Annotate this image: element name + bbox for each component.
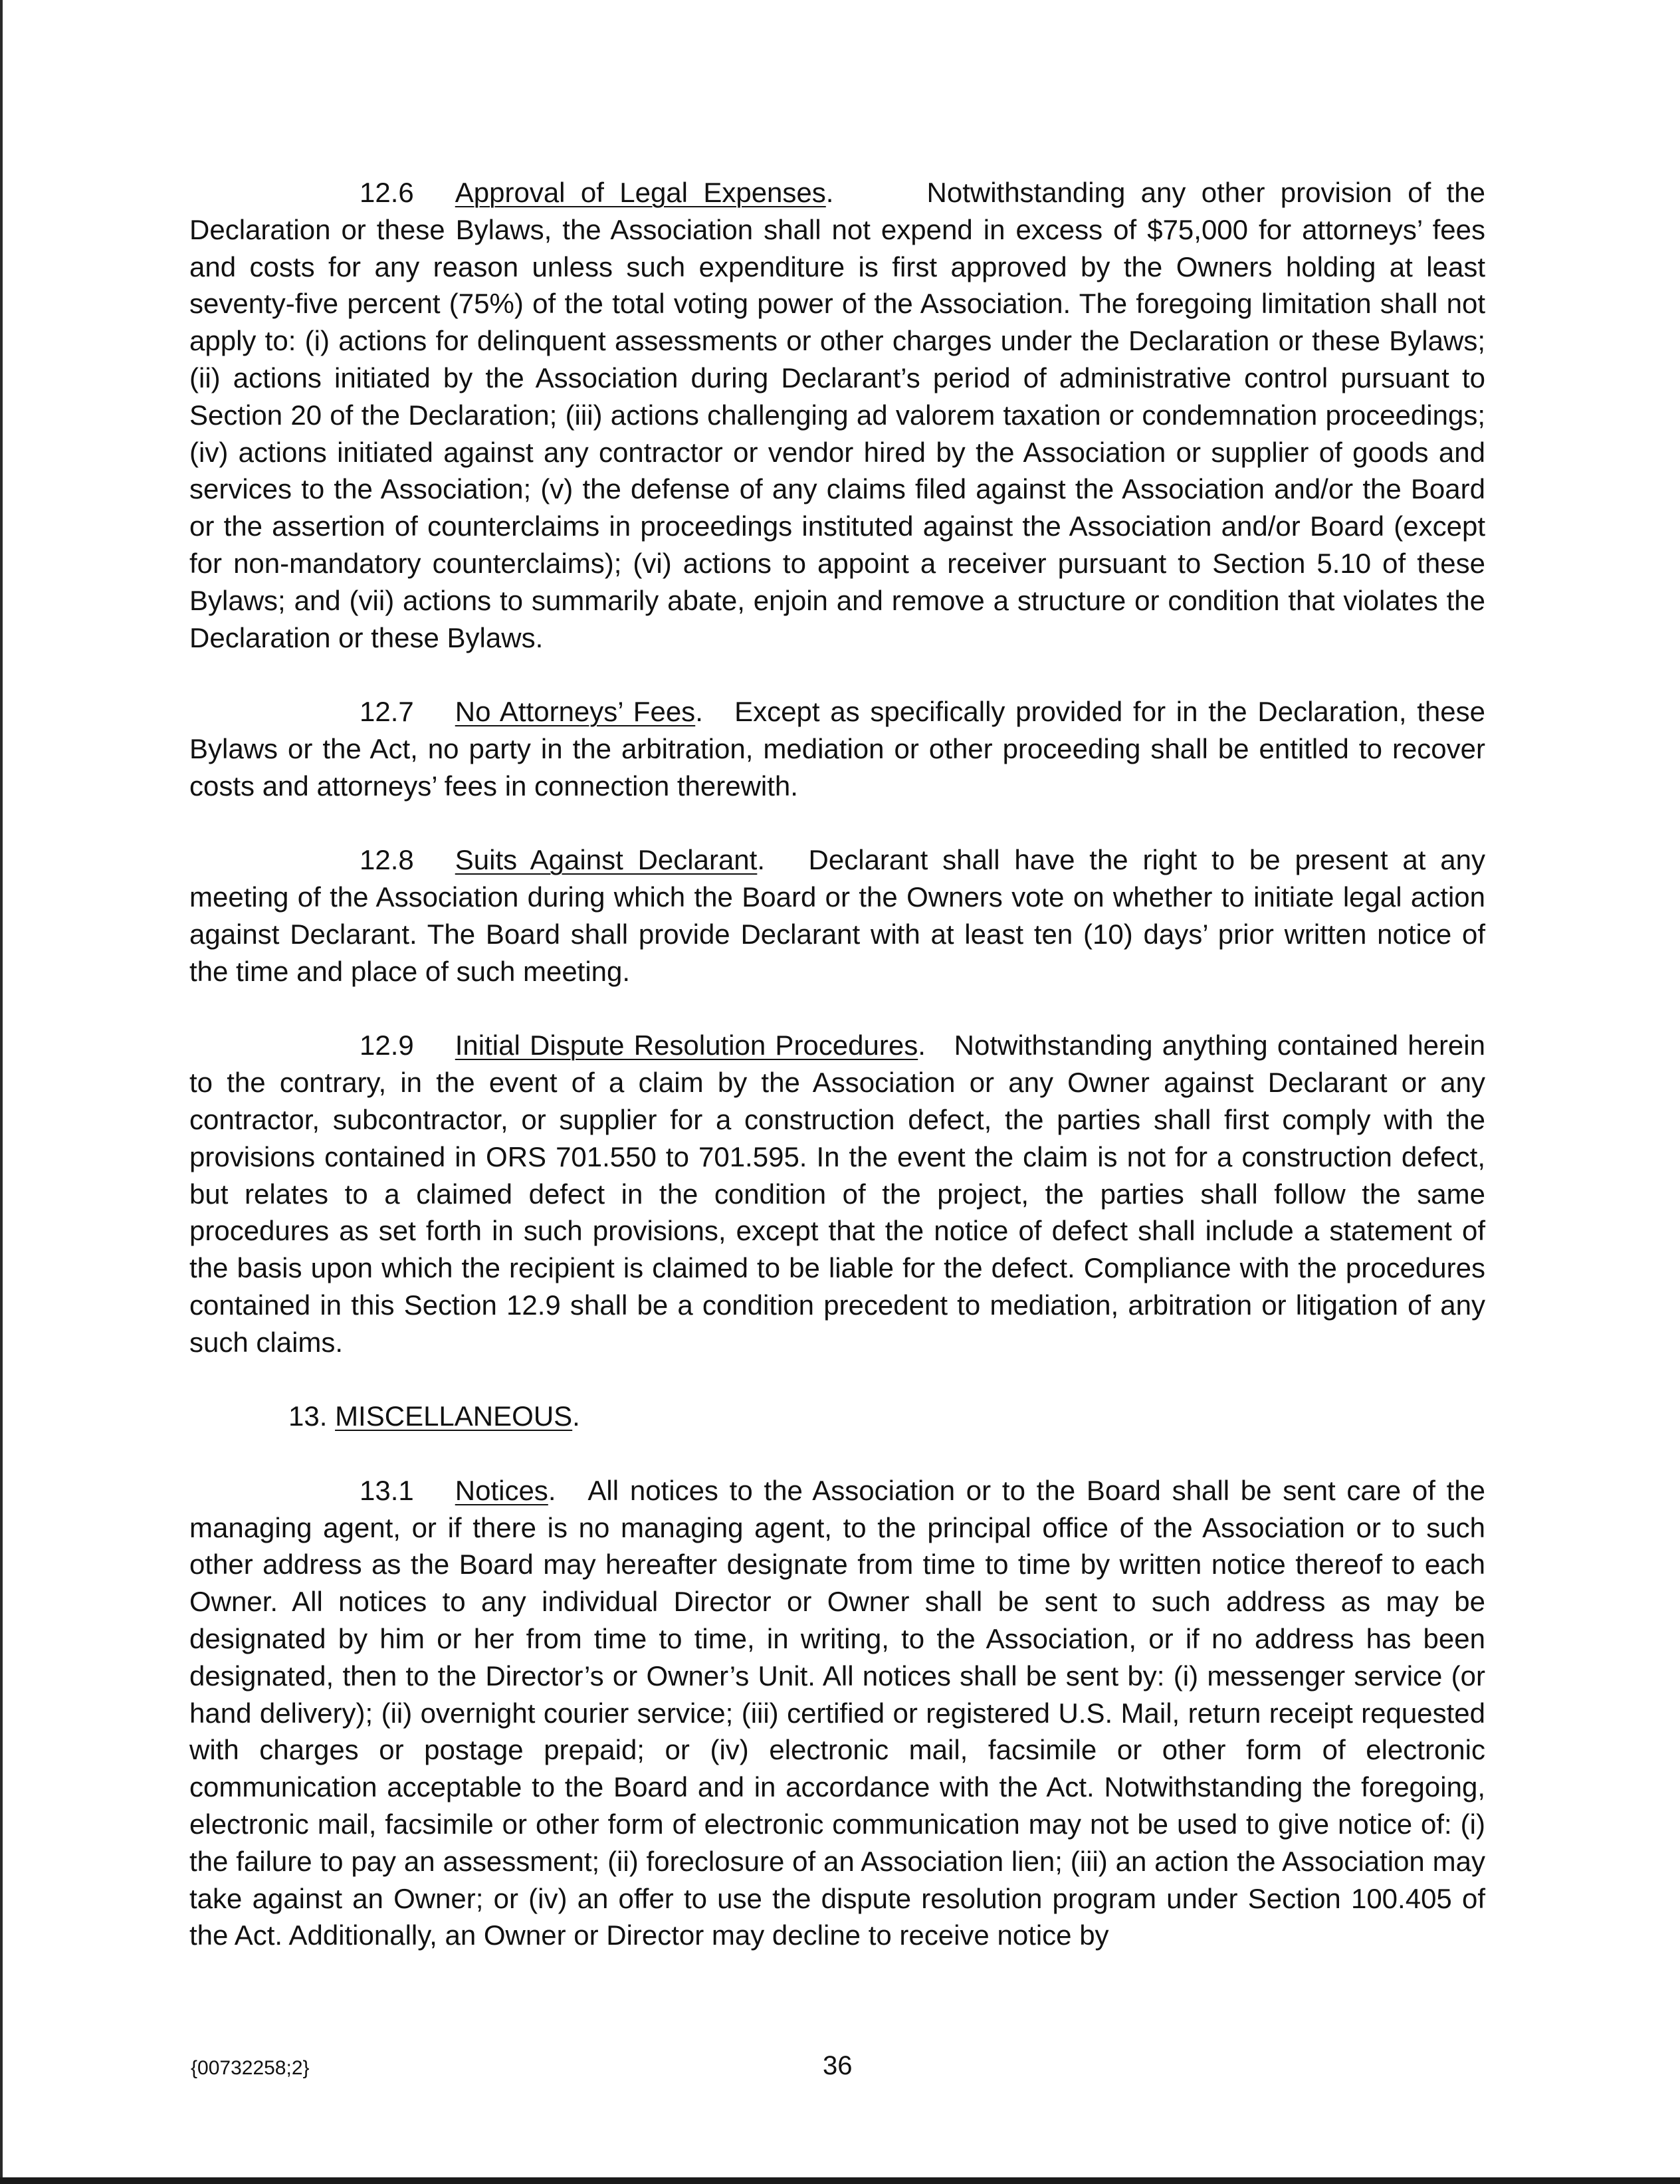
section-text: Except as specifically provided for in the Declaration, these Bylaws or the Act, no party in the arbitration, mediation or other proceeding shall be entitled to recover costs and attorneys’ fees in connection therewith. [189,696,1485,802]
article-13-heading: 13. MISCELLANEOUS. [288,1400,580,1432]
section-heading: Suits Against Declarant [455,844,758,876]
section-heading: Notices [455,1474,548,1506]
section-text: All notices to the Association or to the Board shall be sent care of the managing agent, or if there is no managing agent, to the principal office of the Association or to such other address as the Board may hereafter designate from time to time by written notice thereof to each Owner. All notices to any individual Director or Owner shall be sent to such address as may be designated by him or her from time to time, in writing, to the Association, or if no address has been designated, then to the Director’s or Owner’s Unit. All notices shall be sent by: (i) messenger service (or hand delivery); (ii) overnight courier service; (iii) certified or registered U.S. Mail, return receipt requested with charges or postage prepaid; or (iv) electronic mail, facsimile or other form of electronic communication acceptable to the Board and in accordance with the Act. Notwithstanding the foregoing, electronic mail, facsimile or other form of electronic communication may not be used to give notice of: (i) the failure to pay an assessment; (ii) foreclosure of an Association lien; (iii) an action the Association may take against an Owner; or (iv) an offer to use the dispute resolution program under Section 100.405 of the Act. Additionally, an Owner or Director may decline to receive notice by [189,1474,1486,1951]
section-number: 12.6 [360,177,414,208]
document-body [189,174,1485,1954]
scan-edge-bottom [0,2177,1680,2184]
section-12-8: 12.8 Suits Against Declarant. Declarant shall have the right to be present at any meeting of the Association during which the Board or the Owners vote on whether to initiate legal action against Declarant. The Board shall provide Declarant with at least ten (10) days’ prior written notice of the time and place of such meeting. [189,841,1485,990]
section-text: Declarant shall have the right to be present at any meeting of the Association during which the Board or the Owners vote on whether to initiate legal action against Declarant. The Board shall provide Declarant with at least ten (10) days’ prior written notice of the time and place of such meeting. [189,844,1485,987]
scan-edge-left [0,0,3,2184]
section-heading: Initial Dispute Resolution Procedures [455,1030,918,1061]
section-text: Notwithstanding anything contained herein to the contrary, in the event of a claim by the Association or any Owner against Declarant or any contractor, subcontractor, or supplier for a construction defect, the parties shall first comply with the provisions contained in ORS 701.550 to 701.595. In the event the claim is not for a construction defect, but relates to a claimed defect in the condition of the project, the parties shall follow the same procedures as set forth in such provisions, except that the notice of defect shall include a statement of the basis upon which the recipient is claimed to be liable for the defect. Compliance with the procedures contained in this Section 12.9 shall be a condition precedent to mediation, arbitration or litigation of any such claims. [189,1030,1485,1358]
section-number: 12.8 [360,844,414,876]
section-12-7: 12.7 No Attorneys’ Fees. Except as specifically provided for in the Declaration, these Bylaws or the Act, no party in the arbitration, mediation or other proceeding shall be entitled to recover costs and attorneys’ fees in connection therewith. [189,693,1485,804]
section-text: Notwithstanding any other provision of the Declaration or these Bylaws, the Association shall not expend in excess of $75,000 for attorneys’ fees and costs for any reason unless such expenditure is first approved by the Owners holding at least seventy-five percent (75%) of the total voting power of the Association. The foregoing limitation shall not apply to: (i) actions for delinquent assessments or other charges under the Declaration or these Bylaws; (ii) actions initiated by the Association during Declarant’s period of administrative control pursuant to Section 20 of the Declaration; (iii) actions challenging ad valorem taxation or condemnation proceedings; (iv) actions initiated against any contractor or vendor hired by the Association or supplier of goods and services to the Association; (v) the defense of any claims filed against the Association and/or the Board or the assertion of counterclaims in proceedings instituted against the Association and/or Board (except for non-mandatory counterclaims); (vi) actions to appoint a receiver pursuant to Section 5.10 of these Bylaws; and (vii) actions to summarily abate, enjoin and remove a structure or condition that violates the Declaration or these Bylaws. [189,177,1485,653]
section-13-1: 13.1 Notices. All notices to the Association or to the Board shall be sent care of the managing agent, or if there is no managing agent, to the principal office of the Association or to such other address as the Board may hereafter designate from time to time by written notice thereof to each Owner. All notices to any individual Director or Owner shall be sent to such address as may be designated by him or her from time to time, in writing, to the Association, or if no address has been designated, then to the Director’s or Owner’s Unit. All notices shall be sent by: (i) messenger service (or hand delivery); (ii) overnight courier service; (iii) certified or registered U.S. Mail, return receipt requested with charges or postage prepaid; or (iv) electronic mail, facsimile or other form of electronic communication acceptable to the Board and in accordance with the Act. Notwithstanding the foregoing, electronic mail, facsimile or other form of electronic communication may not be used to give notice of: (i) the failure to pay an assessment; (ii) foreclosure of an Association lien; (iii) an action the Association may take against an Owner; or (iv) an offer to use the dispute resolution program under Section 100.405 of the Act. Additionally, an Owner or Director may decline to receive notice by [189,1472,1485,1954]
section-12-9: 12.9 Initial Dispute Resolution Procedures. Notwithstanding anything contained herein to the contrary, in the event of a claim by the Association or any Owner against Declarant or any contractor, subcontractor, or supplier for a construction defect, the parties shall first comply with the provisions contained in ORS 701.550 to 701.595. In the event the claim is not for a construction defect, but relates to a claimed defect in the condition of the project, the parties shall follow the same procedures as set forth in such provisions, except that the notice of defect shall include a statement of the basis upon which the recipient is claimed to be liable for the defect. Compliance with the procedures contained in this Section 12.9 shall be a condition precedent to mediation, arbitration or litigation of any such claims. [189,1027,1485,1361]
section-number: 13.1 [360,1474,414,1506]
article-number: 13. [288,1400,328,1432]
section-number: 12.9 [360,1030,414,1061]
article-title: MISCELLANEOUS [335,1400,573,1432]
section-12-6: 12.6 Approval of Legal Expenses. Notwithstanding any other provision of the Declaration or these Bylaws, the Association shall not expend in excess of $75,000 for attorneys’ fees and costs for any reason unless such expenditure is first approved by the Owners holding at least seventy-five percent (75%) of the total voting power of the Association. The foregoing limitation shall not apply to: (i) actions for delinquent assessments or other charges under the Declaration or these Bylaws; (ii) actions initiated by the Association during Declarant’s period of administrative control pursuant to Section 20 of the Declaration; (iii) actions challenging ad valorem taxation or condemnation proceedings; (iv) actions initiated against any contractor or vendor hired by the Association or supplier of goods and services to the Association; (v) the defense of any claims filed against the Association and/or the Board or the assertion of counterclaims in proceedings instituted against the Association and/or Board (except for non-mandatory counterclaims); (vi) actions to appoint a receiver pursuant to Section 5.10 of these Bylaws; and (vii) actions to summarily abate, enjoin and remove a structure or condition that violates the Declaration or these Bylaws. [189,174,1485,656]
section-heading: No Attorneys’ Fees [455,696,696,728]
page-number: 36 [823,2051,853,2080]
section-heading: Approval of Legal Expenses [455,177,826,208]
section-number: 12.7 [360,696,414,728]
document-code: {00732258;2} [191,2057,310,2079]
